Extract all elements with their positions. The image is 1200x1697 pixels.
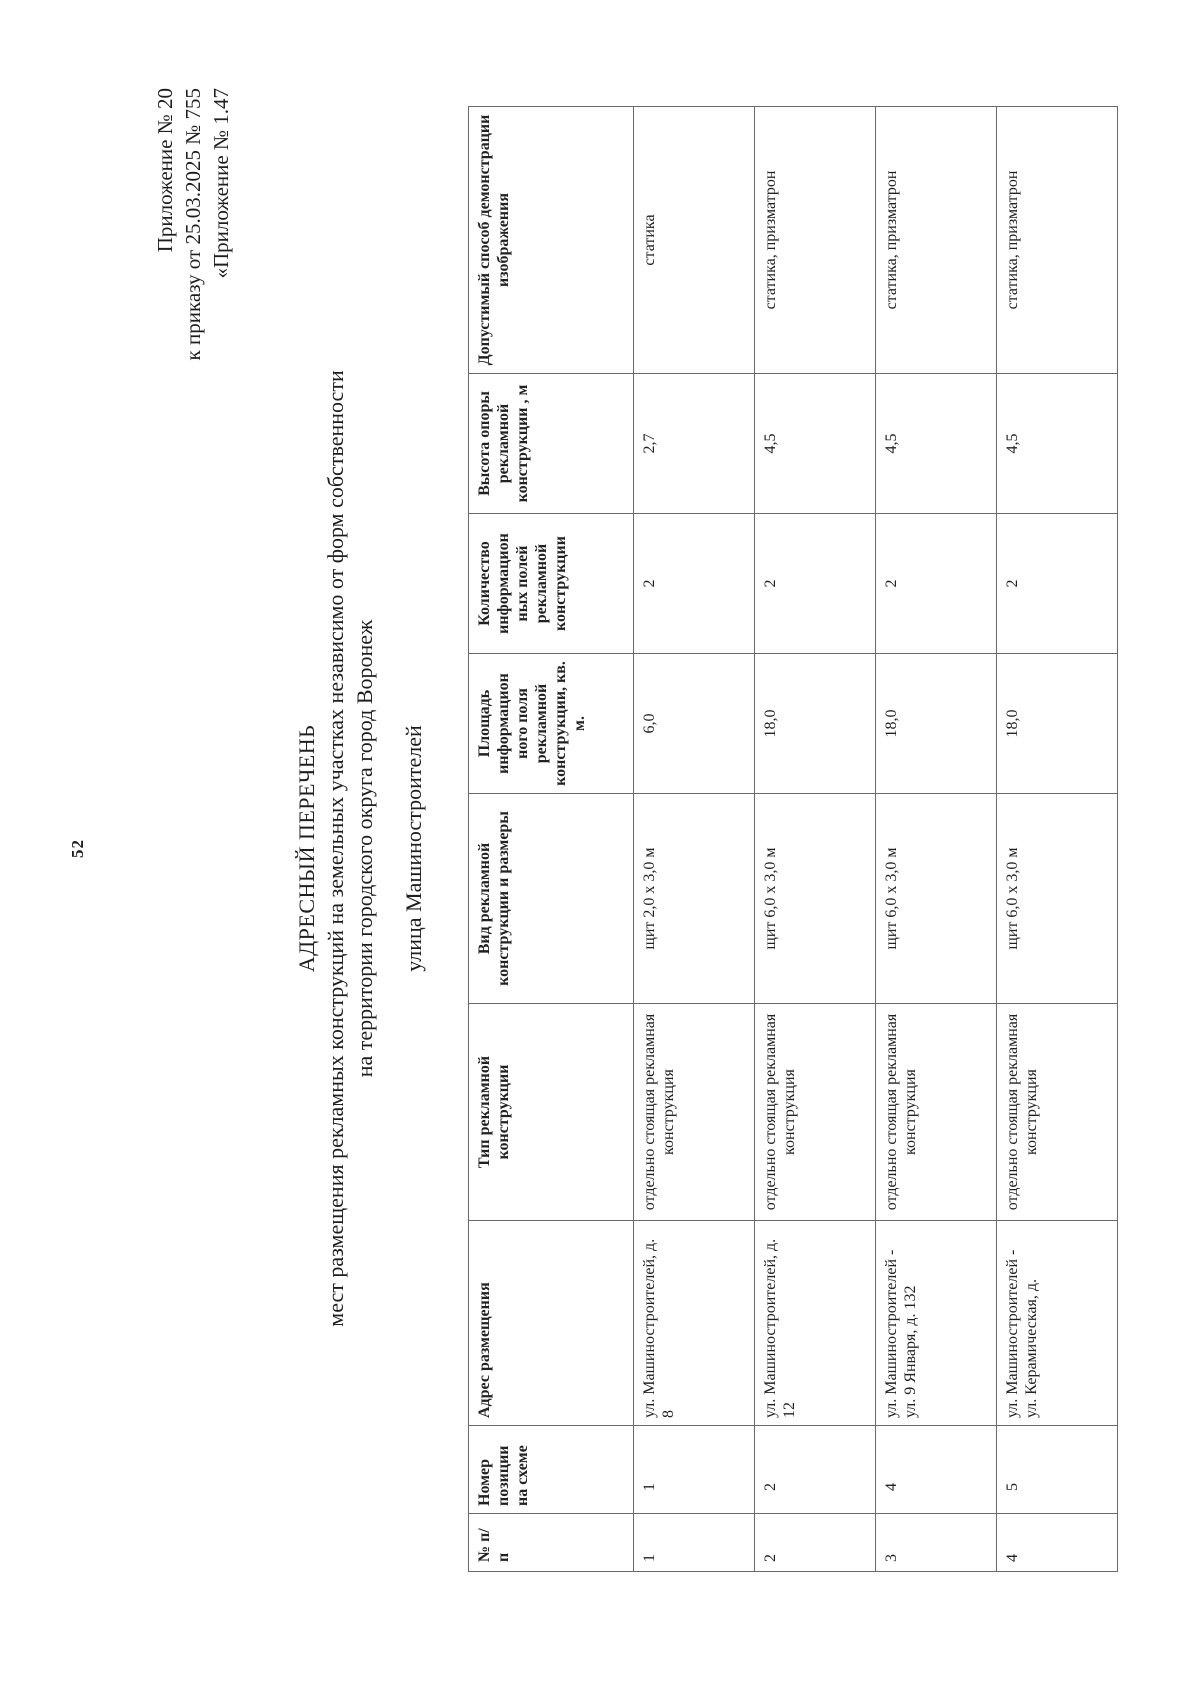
cell-position-number: 4 — [876, 1426, 997, 1514]
title-main: АДРЕСНЫЙ ПЕРЕЧЕНЬ — [294, 724, 319, 973]
title-subtitle-line1: мест размещения рекламных конструкций на земельных участках независимо от форм собственности — [323, 370, 348, 1327]
header-construction-kind-size: Вид рекламной конструкции и размеры — [469, 794, 634, 1004]
annex-inner-number: «Приложение № 1.47 — [209, 88, 233, 279]
cell-display-method: статика, призматрон — [755, 107, 876, 374]
table-header-row — [469, 107, 634, 1572]
cell-field-count: 2 — [634, 514, 755, 654]
cell-field-area: 18,0 — [755, 654, 876, 794]
cell-display-method: статика — [634, 107, 755, 374]
cell-construction-type: отдельно стоящая рекламная конструкция — [997, 1004, 1118, 1221]
header-field-count: Количество информацион ных полей рекламной конструкции — [469, 514, 634, 654]
cell-position-number: 5 — [997, 1426, 1118, 1514]
header-row-number: № п/п — [469, 1514, 634, 1572]
cell-position-number: 2 — [755, 1426, 876, 1514]
cell-support-height: 4,5 — [876, 374, 997, 514]
cell-construction-kind-size: щит 6,0 х 3,0 м — [755, 794, 876, 1004]
header-display-method: Допустимый способ демонстрации изображения — [469, 107, 634, 374]
cell-address: ул. Машиностроителей - ул. Керамическая, д. — [997, 1221, 1118, 1426]
cell-field-area: 18,0 — [997, 654, 1118, 794]
header-field-area: Площадь информацион ного поля рекламной конструкции, кв. м. — [469, 654, 634, 794]
cell-construction-type: отдельно стоящая рекламная конструкция — [755, 1004, 876, 1221]
title-subtitle-line2: на территории городского округа город Воронеж — [352, 619, 377, 1078]
cell-support-height: 4,5 — [997, 374, 1118, 514]
cell-field-area: 6,0 — [634, 654, 755, 794]
cell-field-count: 2 — [876, 514, 997, 654]
annex-order-ref: к приказу от 25.03.2025 № 755 — [181, 88, 205, 361]
table-row — [634, 107, 755, 1572]
table-row — [755, 107, 876, 1572]
header-address: Адрес размещения — [469, 1221, 634, 1426]
cell-construction-kind-size: щит 6,0 х 3,0 м — [876, 794, 997, 1004]
cell-support-height: 2,7 — [634, 374, 755, 514]
cell-display-method: статика, призматрон — [876, 107, 997, 374]
cell-construction-kind-size: щит 2,0 х 3,0 м — [634, 794, 755, 1004]
cell-field-area: 18,0 — [876, 654, 997, 794]
annex-number: Приложение № 20 — [153, 88, 177, 253]
cell-row-number: 2 — [755, 1514, 876, 1572]
cell-address: ул. Машиностроителей, д. 12 — [755, 1221, 876, 1426]
cell-construction-type: отдельно стоящая рекламная конструкция — [876, 1004, 997, 1221]
cell-construction-kind-size: щит 6,0 х 3,0 м — [997, 794, 1118, 1004]
cell-row-number: 4 — [997, 1514, 1118, 1572]
cell-display-method: статика, призматрон — [997, 107, 1118, 374]
cell-field-count: 2 — [997, 514, 1118, 654]
cell-row-number: 3 — [876, 1514, 997, 1572]
cell-construction-type: отдельно стоящая рекламная конструкция — [634, 1004, 755, 1221]
header-support-height: Высота опоры рекламной конструкции , м — [469, 374, 634, 514]
table-row — [876, 107, 997, 1572]
page-number: 52 — [68, 839, 87, 858]
cell-position-number: 1 — [634, 1426, 755, 1514]
header-construction-type: Тип рекламной конструкции — [469, 1004, 634, 1221]
street-name: улица Машиностроителей — [401, 725, 426, 972]
cell-support-height: 4,5 — [755, 374, 876, 514]
cell-row-number: 1 — [634, 1514, 755, 1572]
header-position-number: Номер позиции на схеме — [469, 1426, 634, 1514]
cell-address: ул. Машиностроителей - ул. 9 Января, д. 132 — [876, 1221, 997, 1426]
cell-address: ул. Машиностроителей, д. 8 — [634, 1221, 755, 1426]
annex-reference — [152, 88, 236, 728]
document-title — [292, 0, 428, 1697]
table-row — [997, 107, 1118, 1572]
cell-field-count: 2 — [755, 514, 876, 654]
placement-table — [468, 106, 1118, 1572]
